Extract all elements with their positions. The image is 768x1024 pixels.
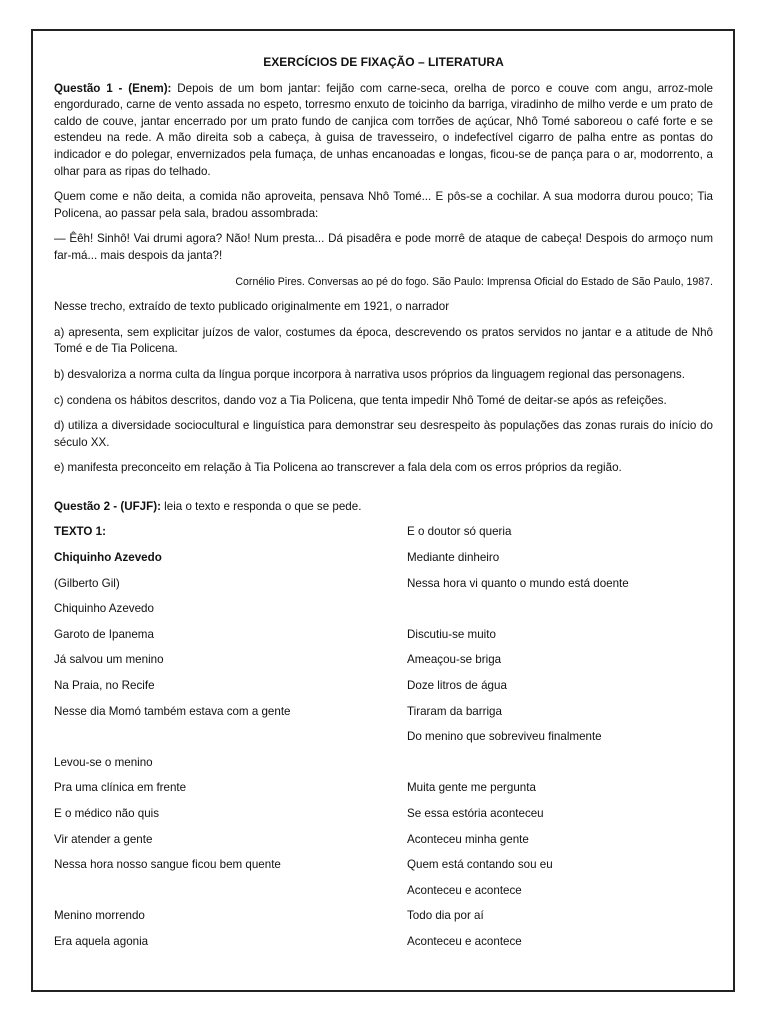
question-1-text: Depois de um bom jantar: feijão com carne-seca, orelha de porco e couve com angu, arroz-mole engordurado, carne de vento assada no espeto, torresmo enxuto de toicinho da barriga, viradinho de milho verde e um prato de caldo de couve, jantar encerrado por um prato fundo de canjica com torrões de açúcar, Nhô Tomé saboreou o café forte e se estendeu na rede. A mão direita sob a cabeça, à guisa de travesseiro, o indefectível cigarro de palha entre as pontas do indicador e do polegar, envernizados pela fumaça, de unhas encanoadas e longas, ficou-se de pança para o ar, modorrento, a olhar para as ripas do telhado.: [54, 81, 713, 178]
question-1-paragraph-3: — Êêh! Sinhô! Vai drumi agora? Não! Num presta... Dá pisadêra e pode morrê de ataque de cabeça! Despois do armoço num far-má... mais despois da janta?!: [54, 232, 713, 262]
poem-line: Nesse dia Momó também estava com a gente: [54, 704, 291, 718]
poem-line: Chiquinho Azevedo: [54, 551, 162, 565]
poem-line: Vir atender a gente: [54, 832, 153, 846]
poem-line: Aconteceu e acontece: [407, 934, 522, 948]
poem-line: E o médico não quis: [54, 807, 160, 820]
option-a: a) apresenta, sem explicitar juízos de valor, costumes da época, descrevendo os pratos servidos no jantar e a atitude de Nhô Tomé e de Tia Policena.: [54, 325, 713, 356]
question-1-label: Questão 1 - (Enem):: [54, 81, 172, 95]
poem-line: [407, 755, 713, 781]
poem-line: Aconteceu minha gente: [407, 832, 529, 846]
poem-line: Nessa hora nosso sangue ficou bem quente: [54, 858, 281, 872]
poem-line: Garoto de Ipanema: [54, 627, 154, 641]
poem-line: Já salvou um menino: [54, 653, 164, 667]
document-body: [54, 54, 713, 960]
poem-right-column: [407, 524, 713, 959]
poem-line: Menino morrendo: [54, 909, 145, 923]
page-title: EXERCÍCIOS DE FIXAÇÃO – LITERATURA: [263, 55, 504, 69]
poem-line: Tiraram da barriga: [407, 704, 502, 718]
poem-line: TEXTO 1:: [54, 525, 106, 539]
poem-line: Se essa estória aconteceu: [407, 807, 544, 820]
question-2-text: leia o texto e responda o que se pede.: [164, 499, 362, 513]
poem-line: [54, 729, 384, 755]
question-1-paragraph-2: Quem come e não deita, a comida não aproveita, pensava Nhô Tomé... E pôs-se a cochilar. A sua modorra durou pouco; Tia Policena, ao passar pela sala, bradou assombrada:: [54, 190, 713, 220]
poem-line: Muita gente me pergunta: [407, 781, 536, 795]
poem-line: Na Praia, no Recife: [54, 679, 155, 693]
poem-line: Nessa hora vi quanto o mundo está doente: [407, 576, 629, 590]
poem-columns: [54, 524, 713, 959]
question-2-label: Questão 2 - (UFJF):: [54, 499, 161, 513]
question-1-stem: Nesse trecho, extraído de texto publicado originalmente em 1921, o narrador: [54, 300, 450, 314]
poem-line: [407, 601, 713, 627]
option-c: c) condena os hábitos descritos, dando voz a Tia Policena, que tenta impedir Nhô Tomé de deitar-se após as refeições.: [54, 393, 667, 407]
poem-line: Todo dia por aí: [407, 909, 484, 923]
poem-line: Doze litros de água: [407, 679, 507, 693]
poem-line: Pra uma clínica em frente: [54, 781, 187, 795]
option-b: b) desvaloriza a norma culta da língua porque incorpora à narrativa usos próprios da linguagem regional das personagens.: [54, 367, 685, 381]
poem-line: Do menino que sobreviveu finalmente: [407, 730, 602, 744]
poem-line: Levou-se o menino: [54, 755, 153, 769]
poem-line: Ameaçou-se briga: [407, 653, 502, 667]
question-2-prompt: [54, 499, 713, 516]
poem-line: Chiquinho Azevedo: [54, 602, 154, 616]
poem-line: (Gilberto Gil): [54, 576, 120, 590]
source-citation: Cornélio Pires. Conversas ao pé do fogo. São Paulo: Imprensa Oficial do Estado de São Paulo, 1987.: [235, 275, 713, 288]
poem-line: Aconteceu e acontece: [407, 883, 522, 897]
poem-line: Discutiu-se muito: [407, 627, 496, 641]
option-d: d) utiliza a diversidade sociocultural e linguística para demonstrar seu desrespeito às populações das zonas rurais do início do século XX.: [54, 419, 713, 449]
poem-line: [54, 883, 384, 909]
poem-left-column: [54, 524, 384, 959]
poem-line: E o doutor só queria: [407, 525, 512, 539]
poem-line: Era aquela agonia: [54, 934, 149, 948]
poem-line: Mediante dinheiro: [407, 551, 500, 565]
poem-line: Quem está contando sou eu: [407, 858, 553, 872]
option-e: e) manifesta preconceito em relação à Tia Policena ao transcrever a fala dela com os erros próprios da região.: [54, 461, 622, 475]
question-1-paragraph-1: [54, 81, 713, 181]
